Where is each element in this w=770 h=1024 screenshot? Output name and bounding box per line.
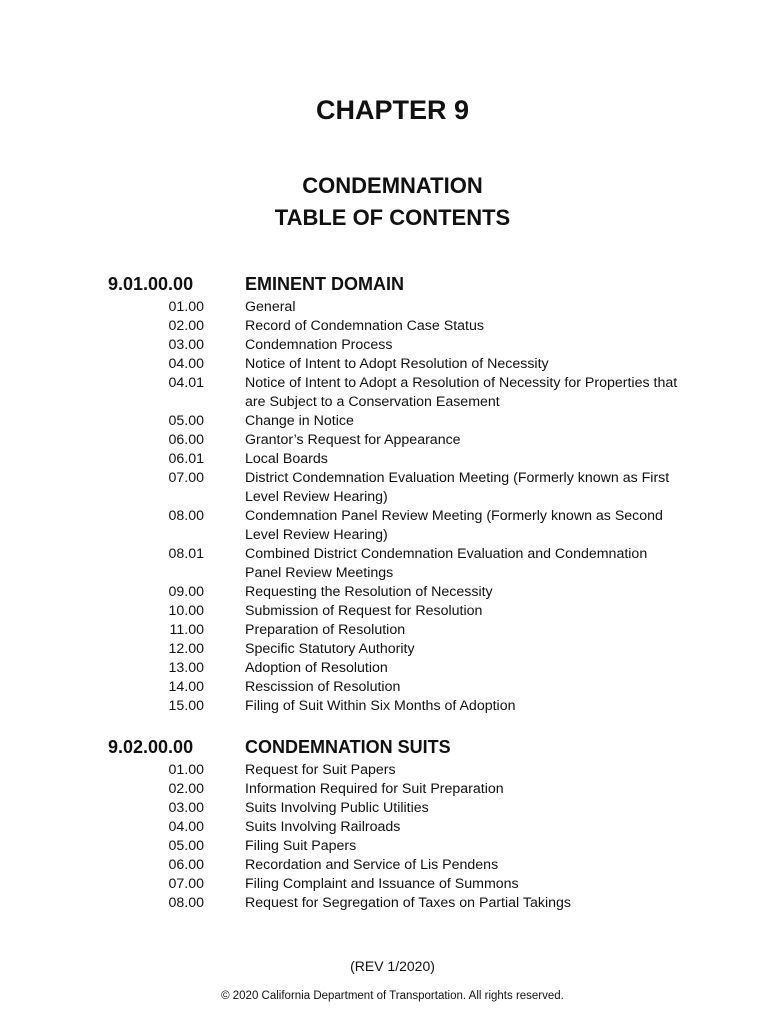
toc-entry-title: Record of Condemnation Case Status (245, 318, 484, 334)
toc-entry-number: 02.00 (168, 318, 204, 334)
chapter-subtitle: CONDEMNATION (302, 173, 483, 198)
toc-entry-title: Suits Involving Railroads (245, 819, 401, 835)
toc-entry-number: 01.00 (168, 299, 204, 315)
toc-entry-title: General (245, 299, 296, 315)
toc-entry-number: 10.00 (168, 603, 204, 619)
toc-entry-title: Rescission of Resolution (245, 679, 401, 695)
toc-entry (0, 602, 770, 621)
toc-entry (0, 761, 770, 780)
toc-entry-number: 06.00 (168, 857, 204, 873)
toc-entry-title: Grantor’s Request for Appearance (245, 432, 461, 448)
toc-entry-title: Suits Involving Public Utilities (245, 800, 429, 816)
toc-entry-title: Condemnation Process (245, 337, 393, 353)
toc-entry-number: 08.01 (168, 546, 204, 562)
section-header (0, 737, 770, 761)
section-header (0, 274, 770, 298)
toc-entry (0, 621, 770, 640)
toc-entry (0, 374, 770, 412)
toc-heading: TABLE OF CONTENTS (274, 205, 511, 230)
toc-entry-number: 08.00 (168, 895, 204, 911)
toc-entry-number: 11.00 (169, 622, 204, 638)
toc-entry-title: Preparation of Resolution (245, 622, 406, 638)
toc-entry-number: 06.01 (168, 451, 204, 467)
toc-entry-title: Request for Segregation of Taxes on Partial Takings (245, 895, 571, 911)
toc-entry (0, 875, 770, 894)
toc-entry-number: 13.00 (168, 660, 204, 676)
toc-section-eminent-domain (0, 274, 770, 716)
toc-entry (0, 336, 770, 355)
section-title: EMINENT DOMAIN (245, 274, 404, 294)
toc-entry-number: 07.00 (168, 876, 204, 892)
section-number: 9.02.00.00 (108, 737, 194, 757)
toc-entry (0, 856, 770, 875)
toc-entry-title: Notice of Intent to Adopt a Resolution of Necessity for Properties that are Subject to a Conservation Easement (245, 375, 678, 410)
toc-entry-title: Local Boards (245, 451, 328, 467)
toc-entry (0, 640, 770, 659)
toc-entry-number: 03.00 (168, 800, 204, 816)
toc-entry-title: Combined District Condemnation Evaluation and Condemnation Panel Review Meetings (245, 546, 648, 581)
toc-entry-number: 15.00 (168, 698, 204, 714)
section-number: 9.01.00.00 (108, 274, 194, 294)
toc-entry-title: Specific Statutory Authority (245, 641, 415, 657)
toc-entry-title: Adoption of Resolution (245, 660, 388, 676)
toc-entry-title: Change in Notice (245, 413, 354, 429)
toc-entry (0, 469, 770, 507)
toc-entry (0, 678, 770, 697)
toc-entry (0, 355, 770, 374)
toc-entry-number: 05.00 (168, 413, 204, 429)
toc-entry-list (0, 761, 770, 913)
toc-entry (0, 412, 770, 431)
toc-entry-title: Filing Suit Papers (245, 838, 357, 854)
toc-entry-number: 05.00 (168, 838, 204, 854)
toc-entry-number: 04.00 (168, 356, 204, 372)
toc-entry-title: Notice of Intent to Adopt Resolution of Necessity (245, 356, 549, 372)
revision-label: (REV 1/2020) (350, 958, 435, 974)
toc-entry-number: 06.00 (168, 432, 204, 448)
chapter-heading: CHAPTER 9 (315, 95, 470, 125)
toc-entry (0, 799, 770, 818)
toc-entry-title: Information Required for Suit Preparation (245, 781, 504, 797)
toc-entry-number: 01.00 (168, 762, 204, 778)
toc-entry (0, 583, 770, 602)
toc-entry (0, 697, 770, 716)
copyright-notice: © 2020 California Department of Transportation. All rights reserved. (221, 990, 564, 1002)
toc-entry (0, 837, 770, 856)
toc-entry (0, 450, 770, 469)
toc-section-condemnation-suits (0, 737, 770, 913)
toc-entry-number: 09.00 (168, 584, 204, 600)
toc-entry-list (0, 298, 770, 716)
toc-entry (0, 545, 770, 583)
toc-entry-title: Requesting the Resolution of Necessity (245, 584, 493, 600)
toc-entry (0, 894, 770, 913)
section-title: CONDEMNATION SUITS (245, 737, 451, 757)
toc-entry (0, 659, 770, 678)
toc-entry (0, 317, 770, 336)
toc-entry (0, 431, 770, 450)
toc-entry-number: 04.00 (168, 819, 204, 835)
toc-entry-title: Submission of Request for Resolution (245, 603, 483, 619)
toc-entry (0, 298, 770, 317)
toc-entry-number: 03.00 (168, 337, 204, 353)
toc-entry-title: Recordation and Service of Lis Pendens (245, 857, 499, 873)
toc-entry-title: Request for Suit Papers (245, 762, 396, 778)
toc-entry-title: Filing of Suit Within Six Months of Adoption (245, 698, 516, 714)
toc-entry (0, 780, 770, 799)
toc-entry-number: 14.00 (168, 679, 204, 695)
toc-entry (0, 818, 770, 837)
toc-entry (0, 507, 770, 545)
toc-entry-title: Condemnation Panel Review Meeting (Formerly known as Second Level Review Hearing) (245, 508, 663, 543)
toc-entry-number: 04.01 (168, 375, 204, 391)
toc-entry-number: 12.00 (168, 641, 204, 657)
toc-entry-number: 02.00 (168, 781, 204, 797)
toc-entry-title: Filing Complaint and Issuance of Summons (245, 876, 519, 892)
toc-entry-number: 07.00 (168, 470, 204, 486)
toc-entry-title: District Condemnation Evaluation Meeting (Formerly known as First Level Review Hearing) (245, 470, 670, 505)
toc-entry-number: 08.00 (168, 508, 204, 524)
